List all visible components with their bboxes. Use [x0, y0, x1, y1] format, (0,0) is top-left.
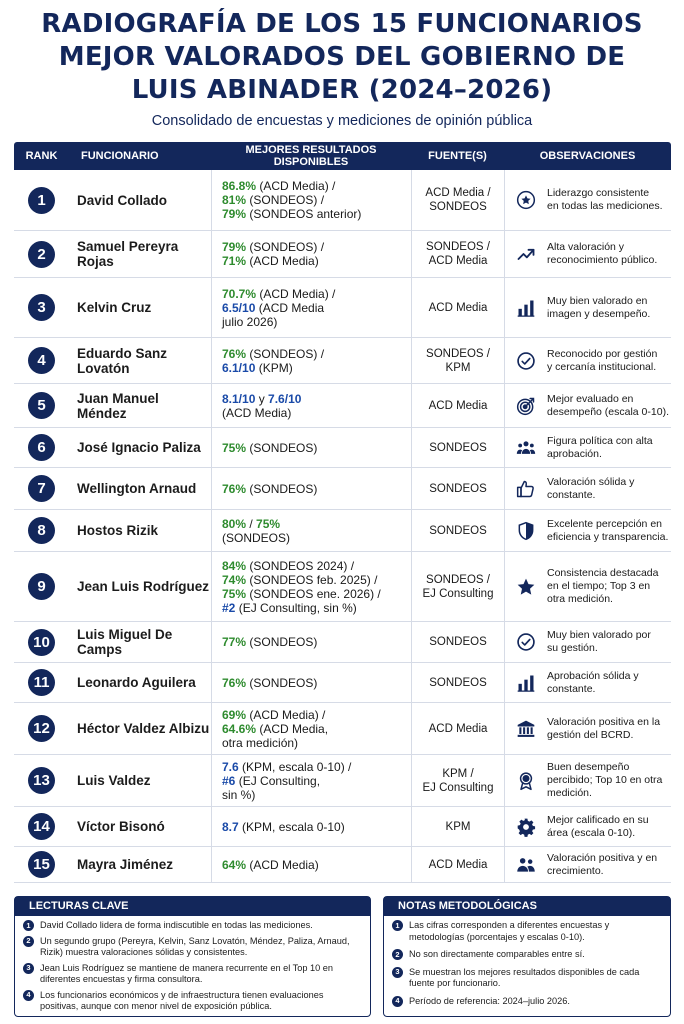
table-row — [14, 468, 671, 510]
results-cell — [211, 703, 411, 754]
rank-cell — [14, 663, 69, 702]
rank-cell — [14, 755, 69, 806]
header-results: MEJORES RESULTADOS DISPONIBLES — [245, 144, 377, 168]
notes-cell — [504, 755, 671, 806]
item-text: No son directamente comparables entre sí. — [409, 949, 585, 959]
result-detail: (SONDEOS anterior) — [246, 207, 362, 221]
list-item — [23, 920, 362, 932]
item-text: David Collado lidera de forma indiscutible en todas las mediciones. — [40, 920, 313, 930]
result-detail: (ACD Media) — [222, 405, 292, 420]
result-detail: (ACD Media) / — [259, 179, 336, 193]
method-notes-box — [383, 896, 671, 1017]
source-cell: KPM / EJ Consulting — [411, 755, 504, 806]
result-detail: (ACD Media, otra medición) — [222, 721, 329, 750]
rank-badge: 6 — [28, 434, 55, 461]
method-notes-list — [384, 916, 670, 1007]
result-detail: (ACD Media) — [246, 857, 319, 872]
rank-badge: 2 — [28, 241, 55, 268]
rank-cell — [14, 847, 69, 882]
results-cell — [211, 468, 411, 509]
result-value: 79% — [222, 240, 247, 254]
results-cell — [211, 847, 411, 882]
result-detail: (ACD Media julio 2026) — [222, 300, 325, 329]
result-detail: (EJ Consulting, sin %) — [235, 600, 357, 615]
source-cell: SONDEOS — [411, 510, 504, 551]
result-detail: (SONDEOS) — [246, 675, 318, 690]
result-value: 7.6/10 — [268, 391, 302, 406]
rank-badge: 13 — [28, 767, 55, 794]
item-text: Período de referencia: 2024–julio 2026. — [409, 995, 570, 1006]
result-detail: y — [255, 391, 269, 406]
bar-chart-icon — [515, 672, 537, 694]
results-cell — [211, 663, 411, 702]
result-value: 76% — [222, 481, 247, 496]
results-cell — [211, 170, 411, 230]
rank-badge: 12 — [28, 715, 55, 742]
result-detail: (SONDEOS ene. 2026) / — [249, 586, 381, 601]
rank-badge: 7 — [28, 475, 55, 502]
official-name: Héctor Valdez Albizu — [77, 721, 210, 736]
result-value: 76% — [222, 675, 247, 690]
rank-badge: 5 — [28, 392, 55, 419]
list-item — [23, 963, 362, 986]
results-cell — [211, 510, 411, 551]
results-cell — [211, 622, 411, 662]
results-text — [222, 482, 317, 496]
item-number-badge: 4 — [392, 996, 403, 1007]
page-title — [0, 8, 684, 107]
results-text — [222, 676, 317, 690]
official-name: David Collado — [77, 192, 168, 208]
official-name: Leonardo Aguilera — [77, 675, 196, 690]
result-value: 81% — [222, 193, 247, 207]
result-detail: (SONDEOS) / — [249, 240, 325, 254]
result-value: 6.5/10 — [222, 300, 256, 315]
source-cell: SONDEOS / ACD Media — [411, 231, 504, 277]
result-detail: (SONDEOS) — [246, 481, 318, 496]
result-detail: (SONDEOS) — [246, 635, 318, 649]
notes-cell — [504, 847, 671, 882]
rank-cell — [14, 807, 69, 846]
star-circle-icon — [515, 189, 537, 211]
note-text: Excelente percepción en eficiencia y transparencia. — [547, 517, 669, 543]
trend-up-icon — [515, 243, 537, 265]
rank-cell — [14, 384, 69, 427]
item-number-badge: 3 — [392, 967, 403, 978]
source-cell: KPM — [411, 807, 504, 846]
rank-cell — [14, 231, 69, 277]
rank-badge: 1 — [28, 187, 55, 214]
source-cell: SONDEOS — [411, 663, 504, 702]
notes-cell — [504, 807, 671, 846]
result-value: 79% — [222, 207, 247, 221]
official-name: José Ignacio Paliza — [77, 440, 201, 455]
official-name: Kelvin Cruz — [77, 300, 152, 315]
table-row — [14, 278, 671, 338]
list-item — [392, 996, 662, 1008]
key-readings-title: LECTURAS CLAVE — [15, 897, 370, 916]
table-row — [14, 552, 671, 622]
official-name: Jean Luis Rodríguez — [77, 579, 210, 594]
bank-icon — [515, 718, 537, 740]
shield-icon — [515, 520, 537, 542]
results-cell — [211, 278, 411, 337]
result-value: 75% — [222, 440, 247, 455]
official-name: Luis Valdez — [77, 773, 151, 788]
results-cell — [211, 338, 411, 383]
list-item — [392, 920, 662, 943]
results-text — [222, 392, 301, 420]
rank-badge: 11 — [28, 669, 55, 696]
official-name: Mayra Jiménez — [77, 857, 174, 872]
result-value: 75% — [256, 516, 281, 531]
table-body — [14, 170, 671, 883]
results-text — [222, 858, 319, 872]
title-line-3: LUIS ABINADER (2024–2026) — [131, 75, 553, 105]
table-row — [14, 663, 671, 703]
table-row — [14, 755, 671, 807]
official-name: Hostos Rizik — [77, 523, 159, 538]
note-text: Liderazgo consistente en todas las mediciones. — [547, 187, 663, 212]
official-name: Juan Manuel Méndez — [77, 390, 159, 421]
bar-chart-icon — [515, 297, 537, 319]
item-number-badge: 1 — [392, 920, 403, 931]
official-name: Wellington Arnaud — [77, 481, 197, 496]
result-value: 75% — [222, 586, 247, 601]
note-text: Reconocido por gestión y cercanía institucional. — [547, 347, 658, 373]
table-header — [14, 142, 671, 170]
result-detail: (KPM, escala 0-10) / — [242, 759, 352, 774]
result-detail: (SONDEOS) / — [249, 346, 325, 361]
header-official: FUNCIONARIO — [81, 150, 159, 162]
item-text: Los funcionarios económicos y de infraestructura tienen evaluaciones positivas, aunque con menor nivel de exposición pública. — [40, 989, 324, 1011]
notes-cell — [504, 510, 671, 551]
official-name: Samuel Pereyra Rojas — [77, 239, 179, 269]
rank-cell — [14, 170, 69, 230]
rank-cell — [14, 510, 69, 551]
list-item — [23, 936, 362, 959]
source-cell: ACD Media / SONDEOS — [411, 170, 504, 230]
notes-cell — [504, 384, 671, 427]
official-name: Víctor Bisonó — [77, 819, 165, 834]
notes-cell — [504, 278, 671, 337]
item-text: Un segundo grupo (Pereyra, Kelvin, Sanz Lovatón, Méndez, Paliza, Arnaud, Rizik) muestra valoraciones sólidas y consistentes. — [40, 935, 350, 957]
rank-cell — [14, 703, 69, 754]
rank-cell — [14, 278, 69, 337]
result-value: 76% — [222, 346, 247, 361]
note-text: Alta valoración y reconocimiento público. — [547, 241, 658, 266]
source-cell: ACD Media — [411, 847, 504, 882]
result-detail: (KPM) — [255, 360, 293, 375]
title-line-1: RADIOGRAFÍA DE LOS 15 FUNCIONARIOS — [41, 9, 643, 39]
result-detail: (SONDEOS) / — [249, 193, 325, 207]
result-value: 74% — [222, 572, 247, 587]
results-text — [222, 287, 335, 329]
item-text: Se muestran los mejores resultados disponibles de cada fuente por funcionario. — [409, 966, 640, 988]
result-detail: (SONDEOS) — [222, 530, 291, 545]
rank-cell — [14, 428, 69, 467]
list-item — [392, 949, 662, 961]
results-text — [222, 820, 345, 834]
item-text: Jean Luis Rodríguez se mantiene de manera recurrente en el Top 10 en diferentes encuestas y firma consultora. — [40, 962, 333, 984]
result-value: #6 — [222, 773, 236, 788]
rank-badge: 8 — [28, 517, 55, 544]
result-value: 69% — [222, 707, 247, 722]
notes-cell — [504, 468, 671, 509]
result-detail: / — [246, 516, 257, 531]
note-text: Muy bien valorado en imagen y desempeño. — [547, 294, 651, 320]
results-text — [222, 760, 351, 802]
results-text — [222, 708, 328, 750]
result-value: 84% — [222, 558, 247, 573]
result-detail: (ACD Media) — [246, 254, 319, 268]
rank-cell — [14, 552, 69, 621]
official-name: Luis Miguel De Camps — [77, 627, 173, 657]
result-value: 86.8% — [222, 179, 257, 193]
target-icon — [515, 395, 537, 417]
rank-badge: 10 — [28, 629, 55, 656]
result-value: 77% — [222, 635, 247, 649]
list-item — [23, 990, 362, 1013]
source-cell: ACD Media — [411, 278, 504, 337]
results-text — [222, 347, 324, 375]
note-text: Mejor evaluado en desempeño (escala 0-10). — [547, 392, 669, 418]
key-readings-list — [15, 916, 370, 1013]
group-icon — [515, 437, 537, 459]
item-number-badge: 3 — [23, 963, 34, 974]
table-row — [14, 384, 671, 428]
result-value: 64.6% — [222, 721, 257, 736]
note-text: Consistencia destacada en el tiempo; Top 3 en otra medición. — [547, 567, 659, 605]
results-text — [222, 179, 361, 221]
table-row — [14, 428, 671, 468]
table-row — [14, 170, 671, 231]
rank-cell — [14, 468, 69, 509]
results-text — [222, 240, 324, 268]
item-number-badge: 4 — [23, 990, 34, 1001]
results-cell — [211, 552, 411, 621]
results-cell — [211, 231, 411, 277]
table-row — [14, 807, 671, 847]
title-line-2: MEJOR VALORADOS DEL GOBIERNO DE — [58, 42, 626, 72]
table-row — [14, 231, 671, 278]
item-number-badge: 2 — [23, 936, 34, 947]
ranking-table — [14, 142, 671, 883]
results-cell — [211, 755, 411, 806]
note-text: Valoración sólida y constante. — [547, 475, 635, 501]
source-cell: SONDEOS — [411, 468, 504, 509]
table-row — [14, 510, 671, 552]
item-number-badge: 2 — [392, 949, 403, 960]
item-number-badge: 1 — [23, 920, 34, 931]
results-cell — [211, 807, 411, 846]
rank-badge: 14 — [28, 813, 55, 840]
notes-cell — [504, 552, 671, 621]
table-row — [14, 703, 671, 755]
source-cell: ACD Media — [411, 703, 504, 754]
source-cell: SONDEOS / KPM — [411, 338, 504, 383]
notes-cell — [504, 428, 671, 467]
source-cell: SONDEOS — [411, 428, 504, 467]
result-detail: (SONDEOS feb. 2025) / — [249, 572, 378, 587]
table-row — [14, 847, 671, 883]
result-value: 7.6 — [222, 759, 239, 774]
result-detail: (SONDEOS 2024) / — [249, 558, 355, 573]
results-text — [222, 517, 290, 545]
rank-cell — [14, 622, 69, 662]
rank-cell — [14, 338, 69, 383]
notes-cell — [504, 338, 671, 383]
method-notes-title: NOTAS METODOLÓGICAS — [384, 897, 670, 916]
result-value: 80% — [222, 516, 247, 531]
result-detail: (ACD Media) / — [249, 707, 326, 722]
results-text — [222, 559, 381, 615]
list-item — [392, 967, 662, 990]
rank-badge: 4 — [28, 347, 55, 374]
check-circle-icon — [515, 350, 537, 372]
key-readings-box — [14, 896, 371, 1017]
note-text: Buen desempeño percibido; Top 10 en otra medición. — [547, 761, 663, 799]
result-value: 70.7% — [222, 286, 257, 301]
result-detail: (KPM, escala 0-10) — [238, 819, 345, 834]
rank-badge: 9 — [28, 573, 55, 600]
result-value: 71% — [222, 254, 247, 268]
note-text: Valoración positiva en la gestión del BCRD. — [547, 715, 661, 741]
rank-badge: 3 — [28, 294, 55, 321]
note-text: Valoración positiva y en crecimiento. — [547, 851, 658, 877]
source-cell: SONDEOS / EJ Consulting — [411, 552, 504, 621]
note-text: Figura política con alta aprobación. — [547, 434, 653, 460]
note-text: Mejor calificado en su área (escala 0-10). — [547, 813, 649, 839]
header-notes: OBSERVACIONES — [539, 150, 636, 162]
gear-icon — [515, 816, 537, 838]
notes-cell — [504, 663, 671, 702]
note-text: Muy bien valorado por su gestión. — [547, 629, 651, 654]
rank-badge: 15 — [28, 851, 55, 878]
table-row — [14, 338, 671, 384]
header-rank: RANK — [25, 150, 58, 162]
official-name: Eduardo Sanz Lovatón — [77, 345, 168, 376]
results-text — [222, 635, 317, 649]
people-icon — [515, 854, 537, 876]
notes-cell — [504, 231, 671, 277]
source-cell: ACD Media — [411, 384, 504, 427]
result-value: 8.7 — [222, 819, 239, 834]
notes-cell — [504, 622, 671, 662]
notes-cell — [504, 703, 671, 754]
results-cell — [211, 428, 411, 467]
result-value: 6.1/10 — [222, 360, 256, 375]
source-cell: SONDEOS — [411, 622, 504, 662]
check-circle-icon — [515, 631, 537, 653]
header-sources: FUENTE(S) — [428, 150, 487, 162]
result-detail: (EJ Consulting, sin %) — [222, 773, 321, 802]
results-text — [222, 441, 317, 455]
page-subtitle: Consolidado de encuestas y mediciones de opinión pública — [151, 113, 533, 129]
result-value: 64% — [222, 857, 247, 872]
table-row — [14, 622, 671, 663]
note-text: Aprobación sólida y constante. — [547, 669, 639, 695]
result-value: 8.1/10 — [222, 391, 256, 406]
star-icon — [515, 576, 537, 598]
thumbs-up-icon — [515, 478, 537, 500]
notes-cell — [504, 170, 671, 230]
item-text: Las cifras corresponden a diferentes encuestas y metodologías (porcentajes y escalas 0-10). — [409, 920, 610, 942]
result-detail: (SONDEOS) — [246, 440, 318, 455]
result-detail: (ACD Media) / — [259, 286, 336, 301]
award-icon — [515, 770, 537, 792]
result-value: #2 — [222, 600, 236, 615]
results-cell — [211, 384, 411, 427]
